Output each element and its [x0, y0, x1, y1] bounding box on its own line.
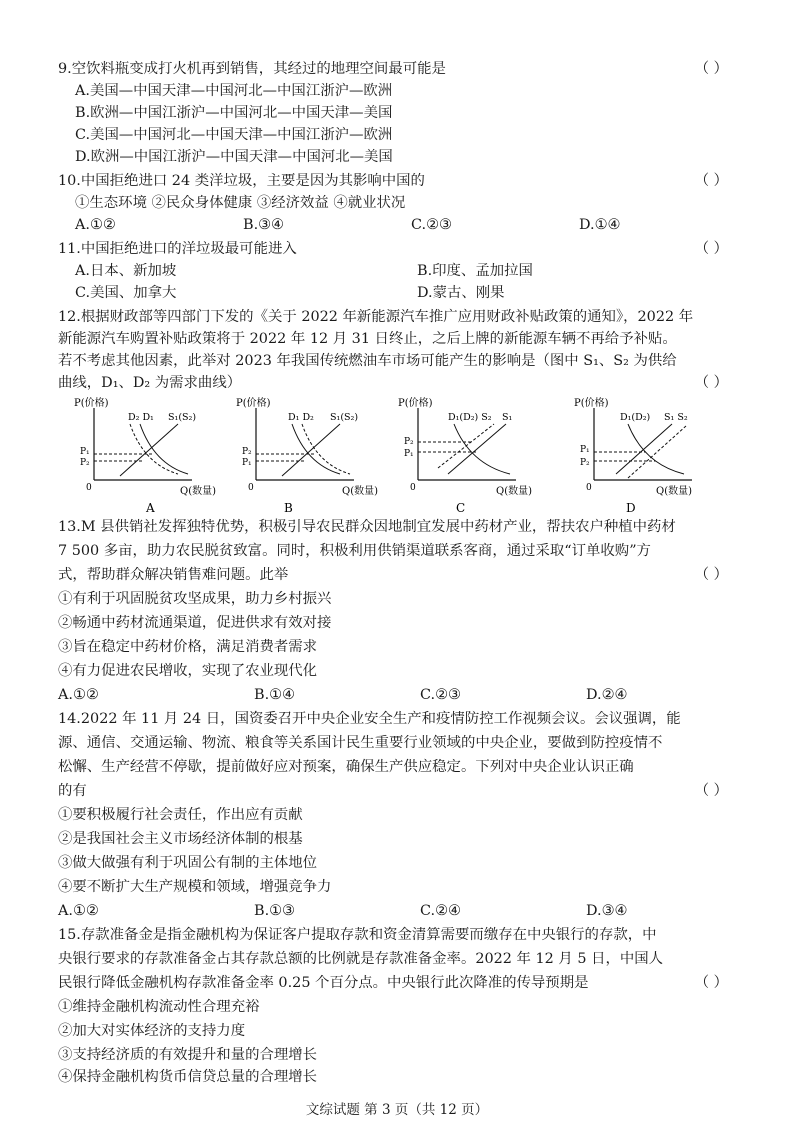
q13-line-2: 7 500 多亩，助力农民脱贫致富。同时，积极利用供销渠道联系客商，通过采取“订单收购”方 [58, 543, 651, 559]
graph-a-p-bot: P₂ [80, 458, 90, 468]
svg-text:0: 0 [410, 483, 416, 493]
q12-line-3: 若不考虑其他因素，此举对 2023 年我国传统燃油车市场可能产生的影响是（图中 S₁、S₂ 为供给 [58, 353, 677, 369]
q13-line-3: 式，帮助群众解决销售难问题。此举 （ ） [58, 567, 728, 583]
svg-text:0: 0 [86, 483, 92, 493]
q15-line-3: 民银行降低金融机构存款准备金率 0.25 个百分点。中央银行此次降准的传导预期是 （ ） [58, 975, 728, 991]
graph-d-p-top: P₁ [580, 445, 590, 455]
q14-line-2: 源、通信、交通运输、物流、粮食等关系国计民生重要行业领域的中央企业，要做到防控疫情不 [58, 735, 663, 751]
graph-b-letter: B [284, 501, 293, 514]
graph-b-p-top: P₂ [242, 447, 252, 457]
q14-item-3: ③做大做强有利于巩固公有制的主体地位 [58, 855, 318, 871]
q15-item-2: ②加大对实体经济的支持力度 [58, 1023, 246, 1039]
q14-item-2: ②是我国社会主义市场经济体制的根基 [58, 831, 303, 847]
q12-graph-b [236, 394, 386, 514]
graph-b-supply-label: S₁(S₂) [330, 412, 359, 423]
graph-d-ylabel: P(价格) [574, 398, 609, 409]
q14-item-4: ④要不断扩大生产规模和领域，增强竞争力 [58, 879, 332, 895]
graph-a-ylabel: P(价格) [74, 398, 109, 409]
graph-d-p-bot: P₂ [580, 458, 590, 468]
q13-item-4: ④有力促进农民增收，实现了农业现代化 [58, 663, 318, 679]
q12-graph-a [74, 394, 224, 514]
q15-item-3: ③支持经济质的有效提升和量的合理增长 [58, 1047, 318, 1063]
svg-text:0: 0 [248, 483, 254, 493]
q13-item-1: ①有利于巩固脱贫攻坚成果，助力乡村振兴 [58, 591, 332, 607]
graph-b-p-bot: P₁ [242, 458, 252, 468]
q11-options-row1: A.日本、新加坡 B.印度、孟加拉国 [75, 263, 533, 279]
q15-item-4: ④保持金融机构货币信贷总量的合理增长 [58, 1069, 318, 1085]
graph-c-letter: C [456, 501, 466, 514]
q10-options: A.①② B.③④ C.②③ D.①④ [75, 217, 621, 233]
q14-line-4: 的有 （ ） [58, 783, 728, 799]
q14-line-1: 14.2022 年 11 月 24 日，国资委召开中央企业安全生产和疫情防控工作视频会议。会议强调，能 [58, 711, 681, 727]
q14-options: A.①② B.①③ C.②④ D.③④ [58, 903, 628, 919]
svg-text:0: 0 [586, 483, 592, 493]
q13-item-3: ③旨在稳定中药材价格，满足消费者需求 [58, 639, 318, 655]
graph-c-demand-labels: D₁(D₂) S₂ [448, 412, 492, 423]
q9-option-d: D.欧洲—中国江浙沪—中国天津—中国河北—美国 [75, 149, 393, 165]
q14-item-1: ①要积极履行社会责任，作出应有贡献 [58, 807, 303, 823]
q11-stem: 11.中国拒绝进口的洋垃圾最可能进入 （ ） [58, 241, 728, 257]
q9-option-a: A.美国—中国天津—中国河北—中国江浙沪—欧洲 [75, 83, 393, 99]
graph-b-ylabel: P(价格) [236, 398, 271, 409]
graph-d-xlabel: Q(数量) [656, 486, 693, 497]
q15-line-1: 15.存款准备金是指金融机构为保证客户提取存款和资金清算需要而缴存在中央银行的存款，中 [58, 927, 657, 943]
graph-d-supply-label: S₁ S₂ [664, 412, 688, 423]
q12-line-2: 新能源汽车购置补贴政策将于 2022 年 12 月 31 日终止，之后上牌的新能源车辆不再给予补贴。 [58, 331, 677, 347]
graph-c-ylabel: P(价格) [398, 398, 433, 409]
graph-b-demand-labels: D₁ D₂ [288, 412, 314, 423]
graph-c-supply-label: S₁ [502, 412, 513, 423]
graph-d-demand-labels: D₁(D₂) [620, 412, 651, 423]
q12-graph-d [574, 394, 724, 514]
graph-c-xlabel: Q(数量) [496, 486, 533, 497]
graph-b-xlabel: Q(数量) [342, 486, 379, 497]
q10-items: ①生态环境 ②民众身体健康 ③经济效益 ④就业状况 [75, 195, 406, 211]
graph-a-p-top: P₁ [80, 447, 90, 457]
q14-line-3: 松懈、生产经营不停歇，提前做好应对预案，确保生产供应稳定。下列对中央企业认识正确 [58, 759, 634, 775]
q12-graph-c [398, 394, 548, 514]
graph-c-p-bot: P₁ [404, 449, 414, 459]
q9-option-c: C.美国—中国河北—中国天津—中国江浙沪—欧洲 [75, 127, 393, 143]
q9-option-b: B.欧洲—中国江浙沪—中国河北—中国天津—美国 [75, 105, 393, 121]
graph-a-xlabel: Q(数量) [180, 486, 217, 497]
graph-d-letter: D [626, 501, 636, 514]
q11-options-row2: C.美国、加拿大 D.蒙古、刚果 [75, 285, 505, 301]
graph-c-p-top: P₂ [404, 437, 414, 447]
q9-stem: 9.空饮料瓶变成打火机再到销售，其经过的地理空间最可能是 （ ） [58, 61, 728, 77]
graph-a-supply-label: S₁(S₂) [168, 412, 197, 423]
q13-line-1: 13.M 县供销社发挥独特优势，积极引导农民群众因地制宜发展中药材产业，帮扶农户种植中药材 [58, 519, 676, 535]
q15-item-1: ①维持金融机构流动性合理充裕 [58, 999, 260, 1015]
page-footer: 文综试题 第 3 页（共 12 页） [305, 1102, 489, 1118]
q13-item-2: ②畅通中药材流通渠道，促进供求有效对接 [58, 615, 332, 631]
graph-a-demand-labels: D₂ D₁ [128, 412, 154, 423]
q10-stem: 10.中国拒绝进口 24 类洋垃圾，主要是因为其影响中国的 （ ） [58, 173, 728, 189]
q15-line-2: 央银行要求的存款准备金占其存款总额的比例就是存款准备金率。2022 年 12 月 5 日，中国人 [58, 951, 664, 967]
q12-line-1: 12.根据财政部等四部门下发的《关于 2022 年新能源汽车推广应用财政补贴政策的通知》，2022 年 [58, 309, 694, 325]
graph-a-letter: A [146, 501, 155, 514]
q12-line-4: 曲线，D₁、D₂ 为需求曲线） （ ） [58, 375, 728, 391]
q13-options: A.①② B.①④ C.②③ D.②④ [58, 687, 628, 703]
